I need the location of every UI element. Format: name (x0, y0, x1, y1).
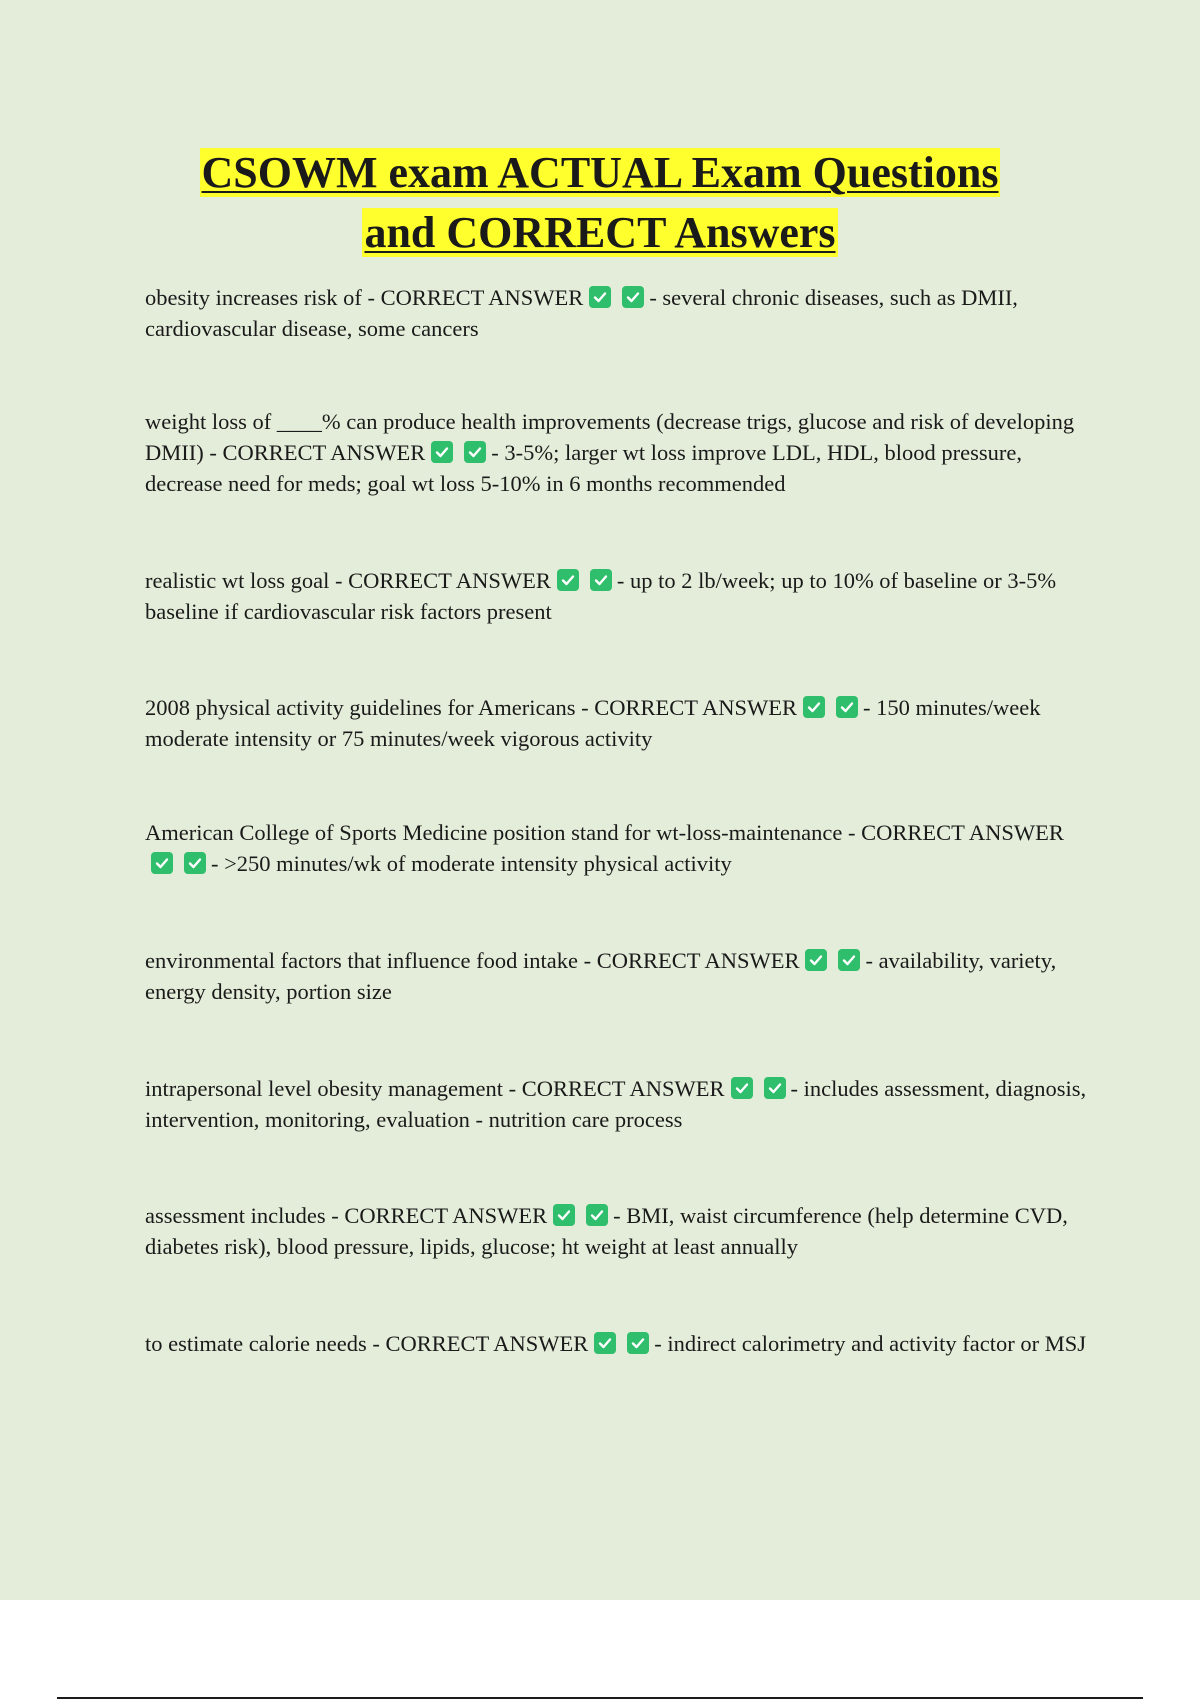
qa-item (145, 1200, 1095, 1262)
qa-item (145, 282, 1095, 344)
question-text: obesity increases risk of - (145, 285, 381, 310)
qa-item (145, 817, 1095, 879)
check-mark-icon (627, 1332, 649, 1354)
answer-label: CORRECT ANSWER (594, 695, 798, 720)
qa-item (145, 1073, 1095, 1135)
page-title (0, 143, 1200, 263)
question-text: American College of Sports Medicine position stand for wt-loss-maintenance - (145, 820, 862, 845)
qa-list (145, 282, 1095, 1390)
check-mark-icon (464, 441, 486, 463)
check-mark-icon (431, 441, 453, 463)
check-mark-icon (184, 852, 206, 874)
answer-text: - 150 minutes/week moderate intensity or 75 minutes/week vigorous activity (145, 695, 1041, 751)
question-text: weight loss of ____% can produce health improvements (decrease trigs, glucose and risk of developing DMII) - (145, 409, 1075, 465)
title-line-2: and CORRECT Answers (364, 208, 836, 257)
qa-item (145, 1328, 1095, 1390)
answer-text: - indirect calorimetry and activity factor or MSJ (654, 1331, 1087, 1356)
page-bottom-rule (57, 1697, 1143, 1699)
check-mark-icon (838, 949, 860, 971)
answer-label: CORRECT ANSWER (596, 948, 800, 973)
question-text: to estimate calorie needs - (145, 1331, 386, 1356)
check-mark-icon (803, 696, 825, 718)
question-text: 2008 physical activity guidelines for Americans - (145, 695, 595, 720)
check-mark-icon (836, 696, 858, 718)
qa-item (145, 945, 1095, 1007)
answer-label: CORRECT ANSWER (222, 440, 426, 465)
check-mark-icon (805, 949, 827, 971)
question-text: assessment includes - (145, 1203, 345, 1228)
answer-label: CORRECT ANSWER (348, 568, 551, 593)
question-text: intrapersonal level obesity management - (145, 1076, 522, 1101)
question-text: environmental factors that influence food intake - (145, 948, 597, 973)
answer-text: - >250 minutes/wk of moderate intensity physical activity (211, 851, 732, 876)
check-mark-icon (557, 569, 579, 591)
check-mark-icon (731, 1077, 753, 1099)
answer-text: - 3-5%; larger wt loss improve LDL, HDL, blood pressure, decrease need for meds; goal wt loss 5-10% in 6 months recommended (145, 440, 1022, 496)
answer-text: - includes assessment, diagnosis, intervention, monitoring, evaluation - nutrition care process (145, 1076, 1087, 1132)
answer-label: CORRECT ANSWER (380, 285, 584, 310)
answer-text: - several chronic diseases, such as DMII, cardiovascular disease, some cancers (145, 285, 1018, 341)
question-text: realistic wt loss goal - (145, 568, 349, 593)
check-mark-icon (553, 1204, 575, 1226)
qa-item (145, 406, 1095, 499)
qa-item (145, 565, 1095, 627)
qa-item (145, 692, 1095, 754)
answer-label: CORRECT ANSWER (861, 820, 1064, 845)
answer-text: - availability, variety, energy density, portion size (145, 948, 1057, 1004)
answer-label: CORRECT ANSWER (521, 1076, 725, 1101)
answer-label: CORRECT ANSWER (385, 1331, 589, 1356)
check-mark-icon (590, 569, 612, 591)
answer-text: - up to 2 lb/week; up to 10% of baseline or 3-5% baseline if cardiovascular risk factors present (145, 568, 1057, 624)
answer-text: - BMI, waist circumference (help determine CVD, diabetes risk), blood pressure, lipids, glucose; ht weight at least annually (145, 1203, 1068, 1259)
check-mark-icon (586, 1204, 608, 1226)
check-mark-icon (589, 286, 611, 308)
check-mark-icon (764, 1077, 786, 1099)
check-mark-icon (622, 286, 644, 308)
check-mark-icon (594, 1332, 616, 1354)
check-mark-icon (151, 852, 173, 874)
title-line-1: CSOWM exam ACTUAL Exam Questions (201, 148, 999, 197)
answer-label: CORRECT ANSWER (344, 1203, 548, 1228)
